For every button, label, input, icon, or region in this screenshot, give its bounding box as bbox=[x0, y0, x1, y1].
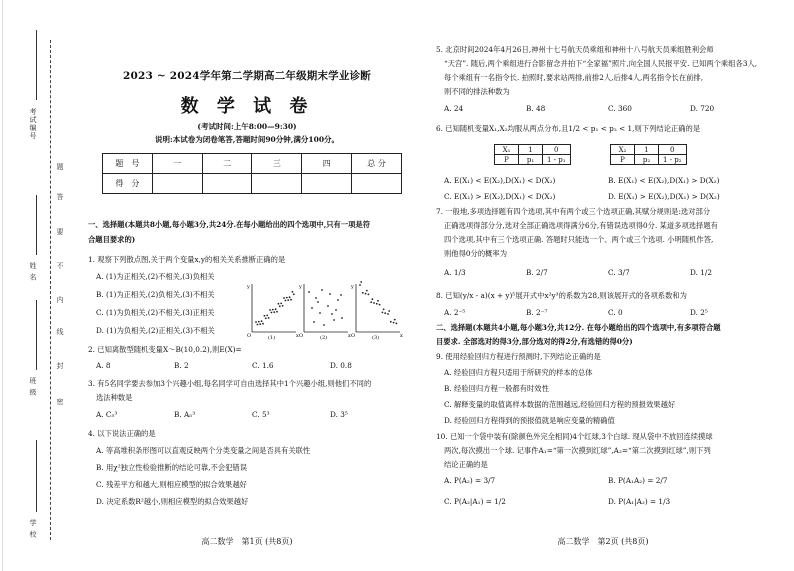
scatter-point bbox=[317, 301, 319, 303]
school-line bbox=[36, 440, 37, 512]
scatter-point bbox=[359, 284, 361, 286]
q3-option-b[interactable]: B. A₅³ bbox=[174, 410, 196, 419]
question-7: 7. 一般地,多项选择题有四个选项,其中有两个或三个选项正确,其赋分规则是:选对部分 bbox=[436, 207, 711, 216]
scatter-point bbox=[272, 309, 274, 311]
axis-y-label: y bbox=[247, 284, 250, 290]
q1-option-a[interactable]: A. (1)为正相关,(2)不相关,(3)负相关 bbox=[96, 272, 215, 281]
question-4: 4. 以下说法正确的是 bbox=[88, 429, 156, 438]
section1-heading-cont: 合题目要求的) bbox=[88, 235, 136, 244]
axis-origin-label: O bbox=[351, 333, 356, 339]
score-cell: 二 bbox=[202, 154, 252, 174]
score-input-cell[interactable] bbox=[302, 174, 352, 194]
scatter-label: (1) bbox=[268, 335, 276, 340]
name-line bbox=[36, 195, 37, 255]
q10-option-d[interactable]: D. P(A₁|A₂) = 1/3 bbox=[608, 497, 671, 506]
q7-option-d[interactable]: D. 1/2 bbox=[690, 268, 712, 277]
dist-cell: X₂ bbox=[611, 145, 635, 155]
binding-strip bbox=[0, 0, 62, 571]
scatter-point bbox=[329, 293, 331, 295]
scatter-plot-2 bbox=[298, 284, 351, 340]
q5-option-b[interactable]: B. 48 bbox=[526, 104, 546, 113]
axis-x-label: x bbox=[400, 333, 403, 339]
q7-option-c[interactable]: C. 3/7 bbox=[608, 268, 630, 277]
q8-option-b[interactable]: B. 2⁻⁷ bbox=[526, 308, 548, 317]
question-7-cont: 则他得0分的概率为 bbox=[444, 249, 508, 258]
scatter-point bbox=[278, 303, 280, 305]
score-cell: 四 bbox=[302, 154, 352, 174]
axis-x-label: x bbox=[348, 333, 351, 339]
dist-cell: 1 - p₁ bbox=[543, 155, 571, 165]
scatter-point bbox=[319, 312, 321, 314]
scatter-point bbox=[384, 312, 386, 314]
scatter-point bbox=[362, 292, 364, 294]
score-input-cell[interactable] bbox=[252, 174, 302, 194]
question-9: 9. 使用经验回归方程进行预测时,下列结论正确的是 bbox=[436, 352, 601, 361]
q6-option-c[interactable]: C. E(X₁) > E(X₂),D(X₁) < D(X₂) bbox=[444, 192, 556, 201]
scatter-point bbox=[360, 281, 362, 283]
q9-option-c[interactable]: C. 解释变量的取值离样本数据的范围越远,经验回归方程的预报效果越好 bbox=[444, 400, 676, 409]
axis-y-label: y bbox=[299, 284, 302, 290]
scatter-point bbox=[292, 291, 294, 293]
scatter-plot-1 bbox=[246, 284, 299, 340]
q10-option-c[interactable]: C. P(A₂|A₁) = 1/2 bbox=[444, 497, 506, 506]
scatter-point bbox=[388, 310, 390, 312]
scatter-point bbox=[279, 305, 281, 307]
section1-heading: 一、选择题(本题共8小题,每小题3分,共24分.在每小题给出的四个选项中,只有一项是符 bbox=[88, 220, 371, 229]
question-8: 8. 已知(y/x - a)(x + y)⁵展开式中x²y³的系数为28,则该展开式的各项系数和为 bbox=[436, 291, 687, 300]
dist-cell: P bbox=[611, 155, 635, 165]
q3-option-c[interactable]: C. 5³ bbox=[252, 410, 270, 419]
q9-option-d[interactable]: D. 经验回归方程得到的预报值就是响应变量的精确值 bbox=[444, 416, 615, 425]
q7-option-b[interactable]: B. 2/7 bbox=[526, 268, 548, 277]
scatter-point bbox=[387, 313, 389, 315]
scatter-point bbox=[327, 305, 329, 307]
question-7-cont: 四个选项,其中有三个选项正确. 答题时只能选一个、两个或三个选项. 小明随机作答, bbox=[444, 235, 714, 244]
scatter-point bbox=[280, 303, 282, 305]
question-1: 1. 观察下列散点图,关于两个变量x,y的相关关系推断正确的是 bbox=[88, 255, 286, 264]
scatter-point bbox=[396, 323, 398, 325]
score-table bbox=[102, 153, 402, 194]
q8-option-d[interactable]: D. 2⁵ bbox=[690, 308, 708, 317]
dist-cell: X₁ bbox=[495, 145, 519, 155]
scatter-point bbox=[268, 317, 270, 319]
dist-cell: p₂ bbox=[635, 155, 659, 165]
scatter-point bbox=[286, 297, 288, 299]
q2-option-d[interactable]: D. 0.8 bbox=[330, 361, 352, 370]
q4-option-c[interactable]: C. 残差平方和越大,则相应模型的拟合效果越好 bbox=[96, 480, 247, 489]
dist-cell: p₁ bbox=[519, 155, 543, 165]
axis-y-label: y bbox=[351, 284, 354, 290]
scatter-point bbox=[382, 312, 384, 314]
q6-option-b[interactable]: B. E(X₁) < E(X₂),D(X₁) > D(X₂) bbox=[608, 176, 720, 185]
scatter-point bbox=[285, 300, 287, 302]
scatter-point bbox=[261, 320, 263, 322]
q1-option-d[interactable]: D. (1)为负相关,(2)正相关,(3)不相关 bbox=[96, 326, 215, 335]
score-table-header-row bbox=[103, 154, 402, 174]
q2-option-a[interactable]: A. 8 bbox=[96, 361, 111, 370]
axis-x-label: x bbox=[296, 333, 299, 339]
scatter-point bbox=[365, 293, 367, 295]
axis-origin-label: O bbox=[299, 333, 304, 339]
scatter-point bbox=[370, 301, 372, 303]
warning-char: 封 bbox=[56, 362, 64, 369]
score-input-cell[interactable] bbox=[352, 174, 402, 194]
scatter-point bbox=[376, 303, 378, 305]
score-cell: 三 bbox=[252, 154, 302, 174]
question-6: 6. 已知随机变量X₁,X₂均服从两点分布,且1/2 < p₁ < p₂ < 1,则下列结论正确的是 bbox=[436, 124, 701, 133]
page-footer-left: 高二数学 第1页 (共8页) bbox=[201, 537, 293, 546]
score-cell: 一 bbox=[152, 154, 202, 174]
scatter-point bbox=[311, 307, 313, 309]
scatter-point bbox=[255, 321, 257, 323]
q10-option-b[interactable]: B. P(A₁A₂) = 2/7 bbox=[608, 476, 668, 485]
class-line bbox=[36, 300, 37, 370]
scatter-point bbox=[377, 300, 379, 302]
scatter-point bbox=[257, 324, 259, 326]
left-page bbox=[88, 0, 406, 571]
scatter-point bbox=[271, 312, 273, 314]
q7-option-a[interactable]: A. 1/3 bbox=[444, 268, 466, 277]
class-label: 班 级 bbox=[29, 377, 37, 397]
scatter-plot-3 bbox=[350, 281, 403, 340]
score-input-cell[interactable] bbox=[202, 174, 252, 194]
exam-id-label: 考试编号 bbox=[29, 108, 37, 140]
q4-option-a[interactable]: A. 等高堆积条形图可以直观反映两个分类变量之间是否具有关联性 bbox=[96, 446, 311, 455]
scatter-point bbox=[383, 309, 385, 311]
name-label: 姓 名 bbox=[29, 262, 37, 282]
scatter-point bbox=[333, 319, 335, 321]
scatter-point bbox=[283, 297, 285, 299]
scatter-point bbox=[335, 309, 337, 311]
scatter-point bbox=[264, 315, 266, 317]
q3-option-d[interactable]: D. 3⁵ bbox=[330, 410, 348, 419]
question-10: 10. 已知一个袋中装有(除颜色外完全相同)4个红球,3个白球. 现从袋中不放回连续摸球 bbox=[436, 432, 713, 441]
exam-id-line bbox=[36, 30, 37, 100]
question-5-cont: 则不同的排法种数为 bbox=[444, 87, 510, 96]
scatter-point bbox=[341, 317, 343, 319]
question-5-cont: 每个乘组有一名指令长. 拍照时,要求站两排,前排2人,后排4人,两名指令长在前排, bbox=[444, 73, 704, 82]
q8-option-c[interactable]: C. 0 bbox=[608, 308, 623, 317]
q10-option-a[interactable]: A. P(A₂) = 3/7 bbox=[444, 476, 496, 485]
q1-option-b[interactable]: B. (1)为正相关,(2)负相关,(3)不相关 bbox=[96, 290, 215, 299]
section2-heading-cont: 目要求. 全部选对的得3分,部分选对的得2分,有选错的得0分) bbox=[436, 337, 633, 346]
scatter-point bbox=[293, 293, 295, 295]
q6-option-d[interactable]: D. E(X₁) > E(X₂),D(X₁) > D(X₂) bbox=[608, 192, 720, 201]
dist-cell: 1 - p₂ bbox=[659, 155, 687, 165]
q3-option-a[interactable]: A. C₅³ bbox=[96, 410, 118, 419]
scatter-point bbox=[273, 311, 275, 313]
q4-option-b[interactable]: B. 用χ²独立性检验推断的结论可靠,不会犯错误 bbox=[96, 463, 248, 472]
scatter-point bbox=[259, 323, 261, 325]
exam-title: 数 学 试 卷 bbox=[180, 96, 314, 117]
scatter-point bbox=[308, 291, 310, 293]
exam-time: (考试时间:上午8:00—9:30) bbox=[197, 122, 297, 131]
scatter-point bbox=[269, 309, 271, 311]
question-3: 3. 有5名同学要去参加3个兴趣小组,每名同学可自由选择其中1个兴趣小组,则他们不同的 bbox=[88, 379, 372, 388]
dist-cell: P bbox=[495, 155, 519, 165]
scatter-point bbox=[323, 324, 325, 326]
q8-option-a[interactable]: A. 2⁻⁵ bbox=[444, 308, 466, 317]
question-5: 5. 北京时间2024年4月26日,神州十七号航天员乘组和神州十八号航天员乘组胜利会师 bbox=[436, 45, 714, 54]
scatter-point bbox=[372, 298, 374, 300]
scatter-point bbox=[366, 290, 368, 292]
page-edge-line bbox=[2, 0, 3, 571]
scatter-point bbox=[313, 321, 315, 323]
scatter-point bbox=[290, 299, 292, 301]
exam-year-heading: 2023 ~ 2024学年第二学期高二年级期末学业诊断 bbox=[123, 70, 371, 82]
section2-heading: 二、选择题(本题共4小题,每小题3分,共12分. 在每小题给出的四个选项中,有多项符合题 bbox=[436, 323, 721, 332]
scatter-point bbox=[337, 299, 339, 301]
q9-option-a[interactable]: A. 经验回归方程只适用于所研究的样本的总体 bbox=[444, 368, 593, 377]
warning-char: 答 bbox=[56, 193, 64, 200]
axis-origin-label: O bbox=[247, 333, 252, 339]
scatter-point bbox=[282, 305, 284, 307]
scatter-point bbox=[289, 296, 291, 298]
scatter-point bbox=[340, 294, 342, 296]
scatter-point bbox=[390, 321, 392, 323]
q9-option-b[interactable]: B. 经验回归方程一般都有时效性 bbox=[444, 384, 549, 393]
exam-note: 说明:本试卷为闭卷笔答,答题时间90分钟,满分100分。 bbox=[154, 135, 340, 144]
warning-char: 要 bbox=[56, 228, 64, 235]
dist-cell: 1 bbox=[519, 145, 543, 155]
scatter-point bbox=[321, 289, 323, 291]
warning-char: 题 bbox=[56, 163, 64, 170]
warning-char: 线 bbox=[56, 328, 64, 335]
scatter-point bbox=[287, 299, 289, 301]
distribution-table-x2 bbox=[610, 144, 687, 165]
scatter-label: (3) bbox=[372, 335, 380, 340]
seal-dashed-line bbox=[50, 40, 51, 540]
q6-option-a[interactable]: A. E(X₁) < E(X₂),D(X₁) < D(X₂) bbox=[444, 176, 556, 185]
q2-option-b[interactable]: B. 2 bbox=[174, 361, 189, 370]
scatter-point bbox=[315, 297, 317, 299]
scatter-point bbox=[368, 294, 370, 296]
scatter-point bbox=[393, 322, 395, 324]
scatter-plots bbox=[246, 280, 406, 340]
scatter-point bbox=[276, 311, 278, 313]
school-label: 学 校 bbox=[29, 519, 37, 539]
scatter-point bbox=[331, 313, 333, 315]
question-7-cont: 正确选项得部分分,选对全部正确选项得满分6分,有错误选项得0分. 某道多项选择题有 bbox=[444, 221, 718, 230]
q1-option-c[interactable]: C. (1)为负相关,(2)不相关,(3)正相关 bbox=[96, 308, 215, 317]
question-10-cont: 两次,每次摸出一个球. 记事件A₁=“第一次摸到红球”,A₂=“第二次摸到红球”,则下列 bbox=[444, 446, 711, 455]
scatter-label: (2) bbox=[320, 335, 328, 340]
score-cell: 得 分 bbox=[103, 174, 153, 194]
score-input-cell[interactable] bbox=[152, 174, 202, 194]
q5-option-d[interactable]: D. 720 bbox=[690, 104, 715, 113]
score-cell: 总 分 bbox=[352, 154, 402, 174]
q4-option-d[interactable]: D. 决定系数R²越小,则相应模型的拟合效果越好 bbox=[96, 497, 249, 506]
scatter-point bbox=[275, 308, 277, 310]
scatter-point bbox=[262, 323, 264, 325]
question-5-cont: “天宫”. 随后,两个乘组进行合影留念并拍下“全家福”照片,向全国人民报平安. 已知两个乘组各3人, bbox=[444, 59, 758, 68]
right-page bbox=[436, 0, 770, 571]
q5-option-a[interactable]: A. 24 bbox=[444, 104, 464, 113]
q2-option-c[interactable]: C. 1.6 bbox=[252, 361, 274, 370]
page-footer-right: 高二数学 第2页 (共8页) bbox=[557, 537, 649, 546]
dist-cell: 1 bbox=[635, 145, 659, 155]
scatter-point bbox=[265, 317, 267, 319]
scatter-point bbox=[266, 315, 268, 317]
scatter-point bbox=[258, 321, 260, 323]
warning-char: 不 bbox=[56, 262, 64, 269]
score-cell: 题 号 bbox=[103, 154, 153, 174]
question-3-cont: 选法种数是 bbox=[96, 393, 133, 402]
dist-cell: 0 bbox=[659, 145, 687, 155]
question-10-cont: 结论正确的是 bbox=[444, 460, 488, 469]
scatter-point bbox=[394, 319, 396, 321]
dist-cell: 0 bbox=[543, 145, 571, 155]
scatter-point bbox=[379, 304, 381, 306]
warning-char: 内 bbox=[56, 296, 64, 303]
score-table-score-row bbox=[103, 174, 402, 194]
question-2: 2. 已知离散型随机变量X～B(10,0.2),则E(X)= bbox=[88, 345, 242, 354]
scatter-point bbox=[373, 302, 375, 304]
q5-option-c[interactable]: C. 360 bbox=[608, 104, 632, 113]
warning-char: 密 bbox=[56, 398, 64, 405]
distribution-table-x1 bbox=[494, 144, 571, 165]
